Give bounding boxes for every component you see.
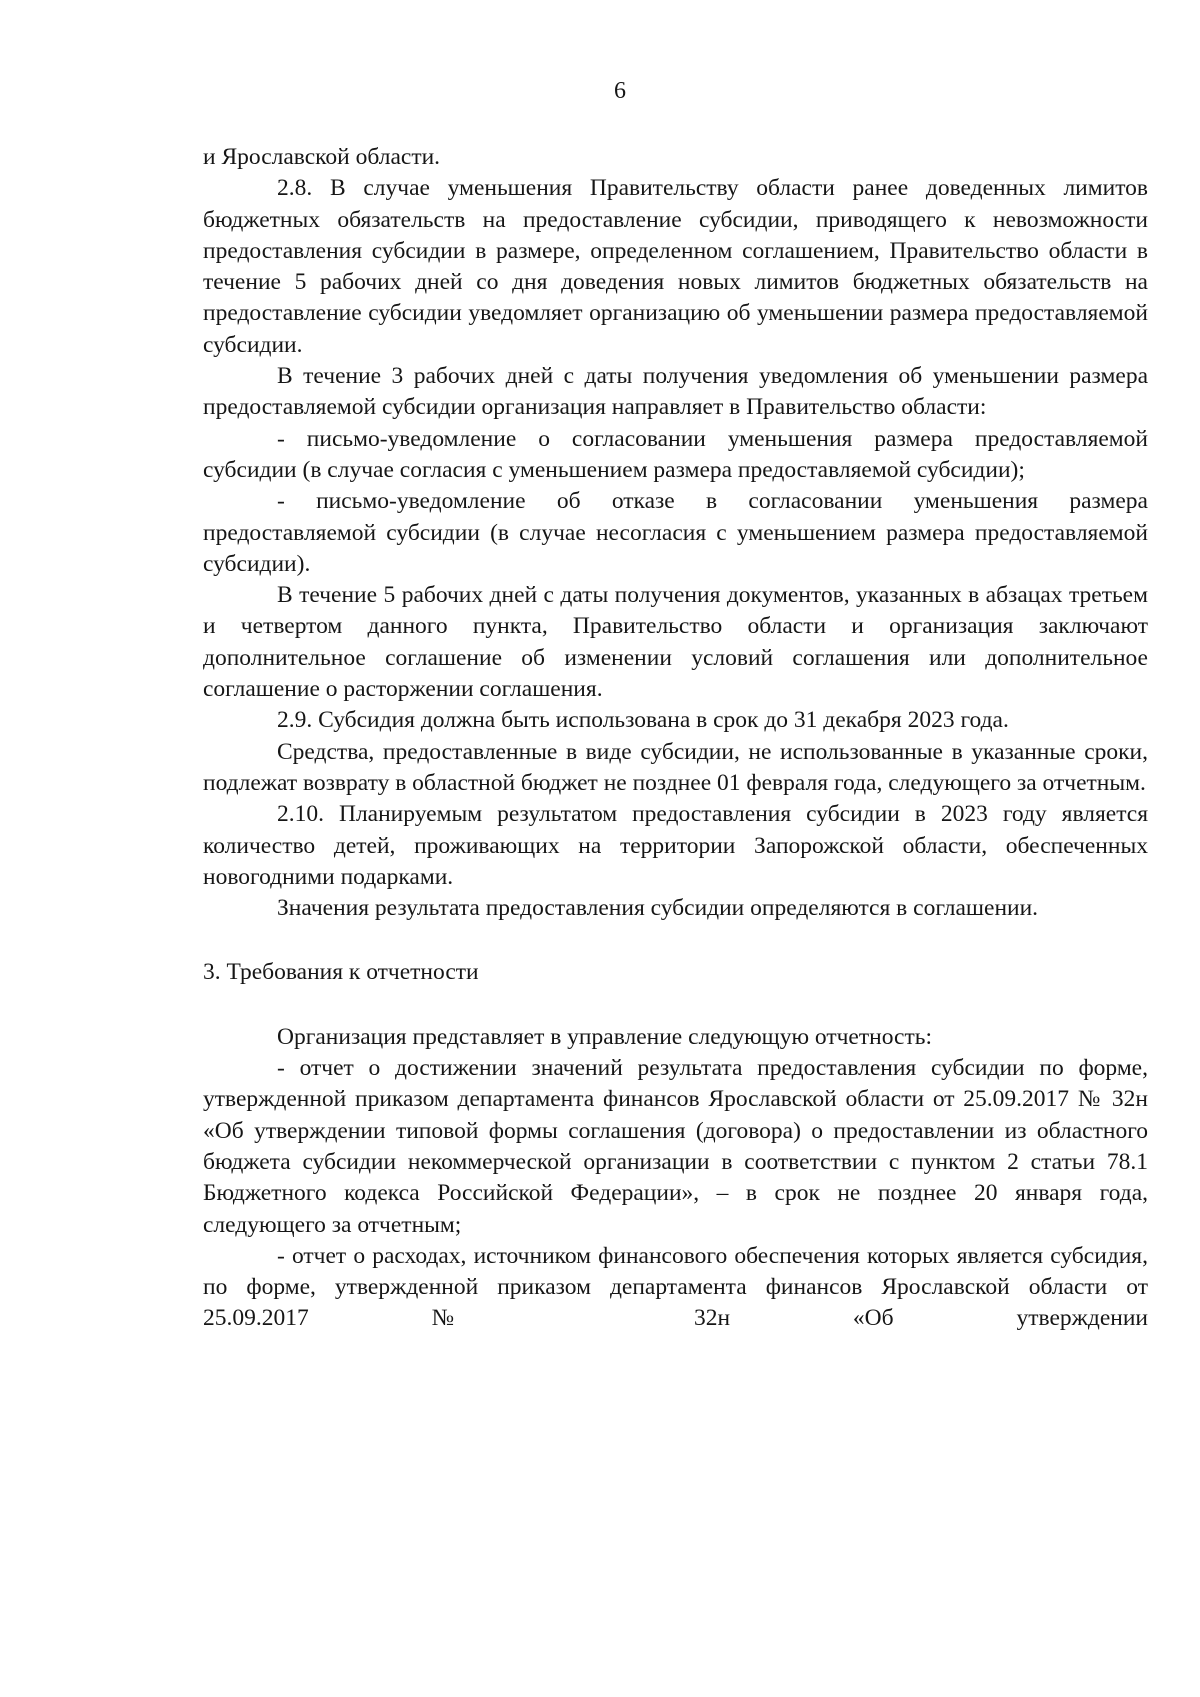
paragraph-additional-agreement: В течение 5 рабочих дней с даты получения документов, указанных в абзацах третьем и четвертом данного пункта, Правительство области и организация заключают дополнительное соглашение об изменении условий соглашения или дополнительное соглашение о расторжении соглашения. bbox=[203, 582, 1148, 703]
page-number: 6 bbox=[614, 78, 626, 104]
list-item-results-report: - отчет о достижении значений результата предоставления субсидии по форме, утвержденной приказом департамента финансов Ярославской области от 25.09.2017 № 32н «Об утверждении типовой формы соглашения (договора) о предоставлении из областного бюджета субсидии некоммерческой организации в соответствии с пунктом 2 статьи 78.1 Бюджетного кодекса Российской Федерации», – в срок не позднее 20 января года, следующего за отчетным; bbox=[203, 1055, 1148, 1238]
paragraph-2-8: 2.8. В случае уменьшения Правительству области ранее доведенных лимитов бюджетных обязательств на предоставление субсидии, приводящего к невозможности предоставления субсидии в размере, определенном соглашением, Правительство области в течение 5 рабочих дней со дня доведения новых лимитов бюджетных обязательств на предоставление субсидии уведомляет организацию об уменьшении размера предоставляемой субсидии. bbox=[203, 175, 1148, 358]
paragraph-2-9: 2.9. Субсидия должна быть использована в срок до 31 декабря 2023 года. bbox=[277, 707, 1009, 734]
list-item-expenses-report: - отчет о расходах, источником финансового обеспечения которых является субсидия, по форме, утвержденной приказом департамента финансов Ярославской области от 25.09.2017 № 32н «Об утверждении bbox=[203, 1242, 1148, 1332]
paragraph-reporting-intro: Организация представляет в управление следующую отчетность: bbox=[277, 1023, 932, 1050]
paragraph-unused-funds: Средства, предоставленные в виде субсидии, не использованные в указанные сроки, подлежат возврату в областной бюджет не позднее 01 февраля года, следующего за отчетным. bbox=[203, 738, 1148, 796]
list-item-consent-letter: - письмо-уведомление о согласовании уменьшения размера предоставляемой субсидии (в случае согласия с уменьшением размера предоставляемой субсидии); bbox=[203, 425, 1148, 483]
paragraph-result-values: Значения результата предоставления субсидии определяются в соглашении. bbox=[277, 895, 1039, 922]
paragraph-notice-period: В течение 3 рабочих дней с даты получения уведомления об уменьшении размера предоставляемой субсидии организация направляет в Правительство области: bbox=[203, 363, 1148, 421]
spacer bbox=[203, 924, 1148, 957]
paragraph-2-10: 2.10. Планируемым результатом предоставления субсидии в 2023 году является количество детей, проживающих на территории Запорожской области, обеспеченных новогодними подарками. bbox=[203, 801, 1148, 890]
section-title: 3. Требования к отчетности bbox=[203, 959, 479, 986]
paragraph-continuation: и Ярославской области. bbox=[203, 144, 441, 170]
spacer bbox=[203, 989, 1148, 1022]
list-item-refusal-letter: - письмо-уведомление об отказе в согласовании уменьшения размера предоставляемой субсидии (в случае несогласия с уменьшением размера предоставляемой субсидии). bbox=[203, 488, 1148, 577]
document-body bbox=[203, 142, 1148, 1335]
